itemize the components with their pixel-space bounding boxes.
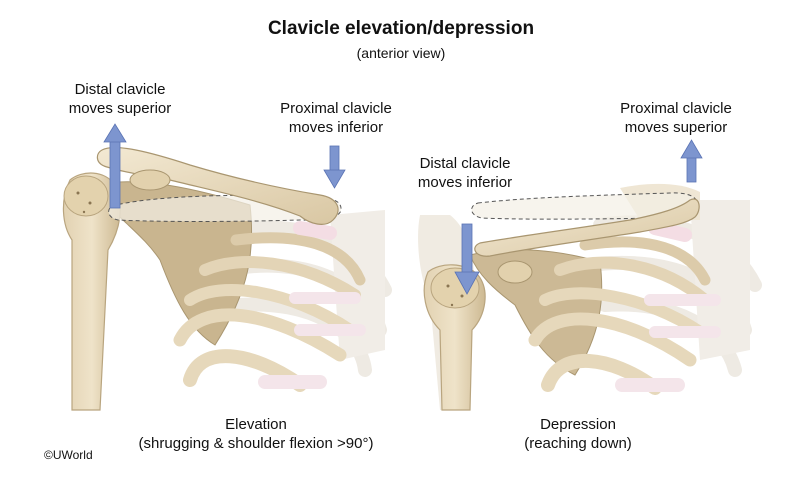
depression-caption-detail: (reaching down) — [524, 435, 632, 452]
diagram-subtitle: (anterior view) — [356, 45, 446, 61]
depression-caption — [503, 415, 653, 453]
right-distal-label-line2: moves inferior — [417, 174, 513, 191]
copyright-credit: ©UWorld — [44, 448, 93, 462]
right-proximal-up-arrow — [681, 140, 702, 182]
right-distal-label — [405, 154, 525, 192]
right-proximal-label-line1: Proximal clavicle — [620, 100, 732, 117]
left-proximal-label — [270, 99, 402, 137]
diagram-title: Clavicle elevation/depression — [267, 18, 535, 39]
left-proximal-label-line2: moves inferior — [288, 119, 384, 136]
elevation-caption-title: Elevation — [225, 416, 287, 433]
right-proximal-label — [608, 99, 744, 137]
elevation-caption — [126, 415, 386, 453]
left-distal-label-line2: moves superior — [68, 100, 172, 117]
elevation-caption-detail: (shrugging & shoulder flexion >90°) — [138, 435, 374, 452]
left-proximal-down-arrow — [324, 146, 345, 188]
left-proximal-label-line1: Proximal clavicle — [280, 100, 392, 117]
left-distal-label-line1: Distal clavicle — [74, 81, 166, 98]
right-distal-label-line1: Distal clavicle — [419, 155, 511, 172]
right-proximal-label-line2: moves superior — [624, 119, 728, 136]
depression-caption-title: Depression — [540, 416, 616, 433]
left-distal-label — [60, 80, 180, 118]
